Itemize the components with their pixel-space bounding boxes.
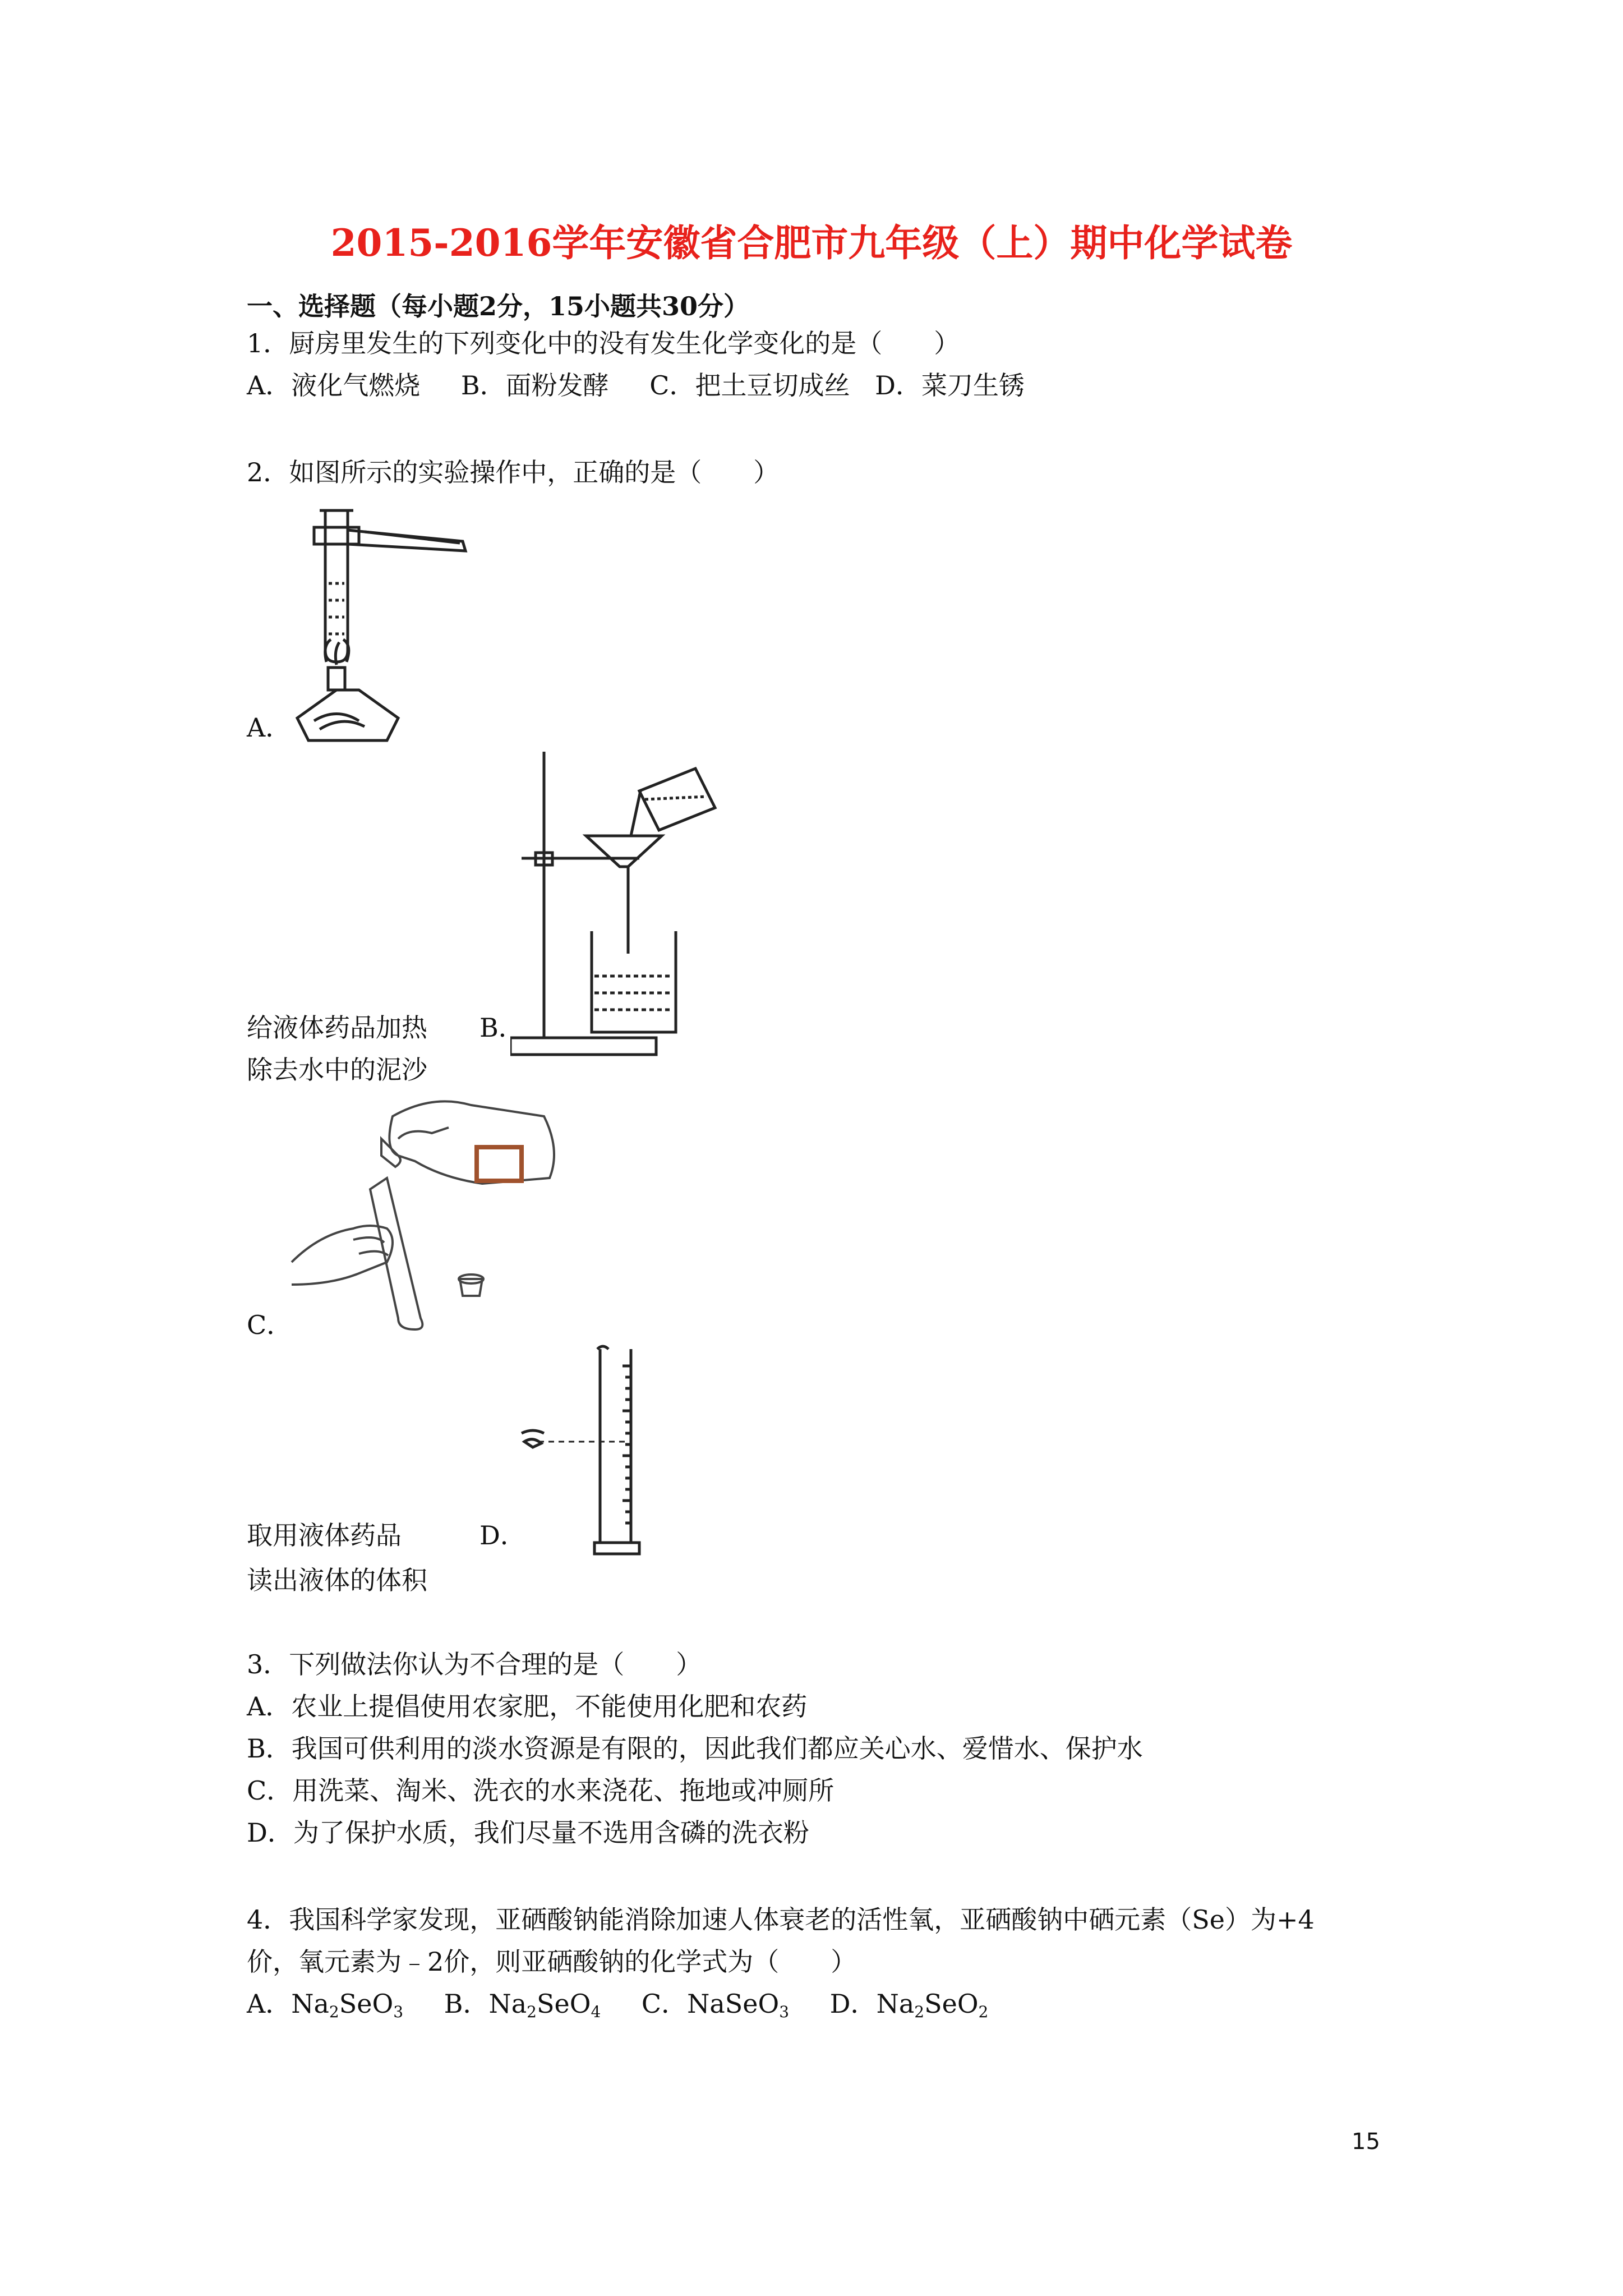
q1-option-b[interactable]: B．面粉发酵 xyxy=(460,370,609,401)
q2-c-text: 取用液体药品 xyxy=(247,1520,402,1550)
q2-a-label[interactable]: A． xyxy=(247,712,292,743)
q1-option-a[interactable]: A．液化气燃烧 xyxy=(247,370,421,401)
q4-option-b[interactable]: B．$Na_2SeO_4$ xyxy=(444,1989,601,2021)
q4-stem-line2: 价，氧元素为﹣2价，则亚硒酸钠的化学式为（ ） xyxy=(247,1947,857,1977)
filtration-figure xyxy=(510,746,746,1060)
pouring-liquid-figure xyxy=(286,1094,578,1341)
page-title: 2015-2016学年安徽省合肥市九年级（上）期中化学试卷 xyxy=(330,221,1293,265)
q1-option-c[interactable]: C．把土豆切成丝 xyxy=(649,370,850,401)
q4-option-a[interactable]: A．$Na_2SeO_3$ xyxy=(247,1989,404,2021)
q3-stem: 3．下列做法你认为不合理的是（ ） xyxy=(247,1649,702,1680)
q4-options xyxy=(247,1989,1021,2022)
heating-liquid-figure xyxy=(292,499,477,746)
q2-a-text: 给液体药品加热 xyxy=(247,1013,427,1043)
q3-option-a[interactable]: A．农业上提倡使用农家肥，不能使用化肥和农药 xyxy=(247,1691,808,1722)
q2-b-label[interactable]: B． xyxy=(479,1013,524,1043)
q4-option-c[interactable]: C．NaSeO$_3$ xyxy=(641,1989,790,2021)
q2-stem: 2．如图所示的实验操作中，正确的是（ ） xyxy=(247,457,780,487)
q1-options xyxy=(247,370,1057,401)
q2-b-text: 除去水中的泥沙 xyxy=(247,1055,427,1085)
q3-option-d[interactable]: D．为了保护水质，我们尽量不选用含磷的洗衣粉 xyxy=(247,1818,809,1848)
q4-option-d[interactable]: D．$Na_2SeO_2$ xyxy=(829,1989,989,2021)
q2-d-text: 读出液体的体积 xyxy=(247,1565,427,1595)
q3-option-b[interactable]: B．我国可供利用的淡水资源是有限的，因此我们都应关心水、爱惜水、保护水 xyxy=(247,1733,1143,1764)
q3-option-c[interactable]: C．用洗菜、淘米、洗衣的水来浇花、拖地或冲厕所 xyxy=(247,1775,834,1806)
section-heading: 一、选择题（每小题2分，15小题共30分） xyxy=(247,291,750,321)
q2-c-label[interactable]: C． xyxy=(247,1310,293,1340)
q4-stem-line1: 4．我国科学家发现，亚硒酸钠能消除加速人体衰老的活性氧，亚硒酸钠中硒元素（Se）为+4 xyxy=(247,1904,1315,1935)
q2-d-label[interactable]: D． xyxy=(479,1520,526,1550)
page-number: 15 xyxy=(1352,2129,1380,2155)
q1-option-d[interactable]: D．菜刀生锈 xyxy=(875,370,1025,401)
q1-stem: 1．厨房里发生的下列变化中的没有发生化学变化的是（ ） xyxy=(247,328,960,358)
graduated-cylinder-figure xyxy=(510,1343,656,1562)
